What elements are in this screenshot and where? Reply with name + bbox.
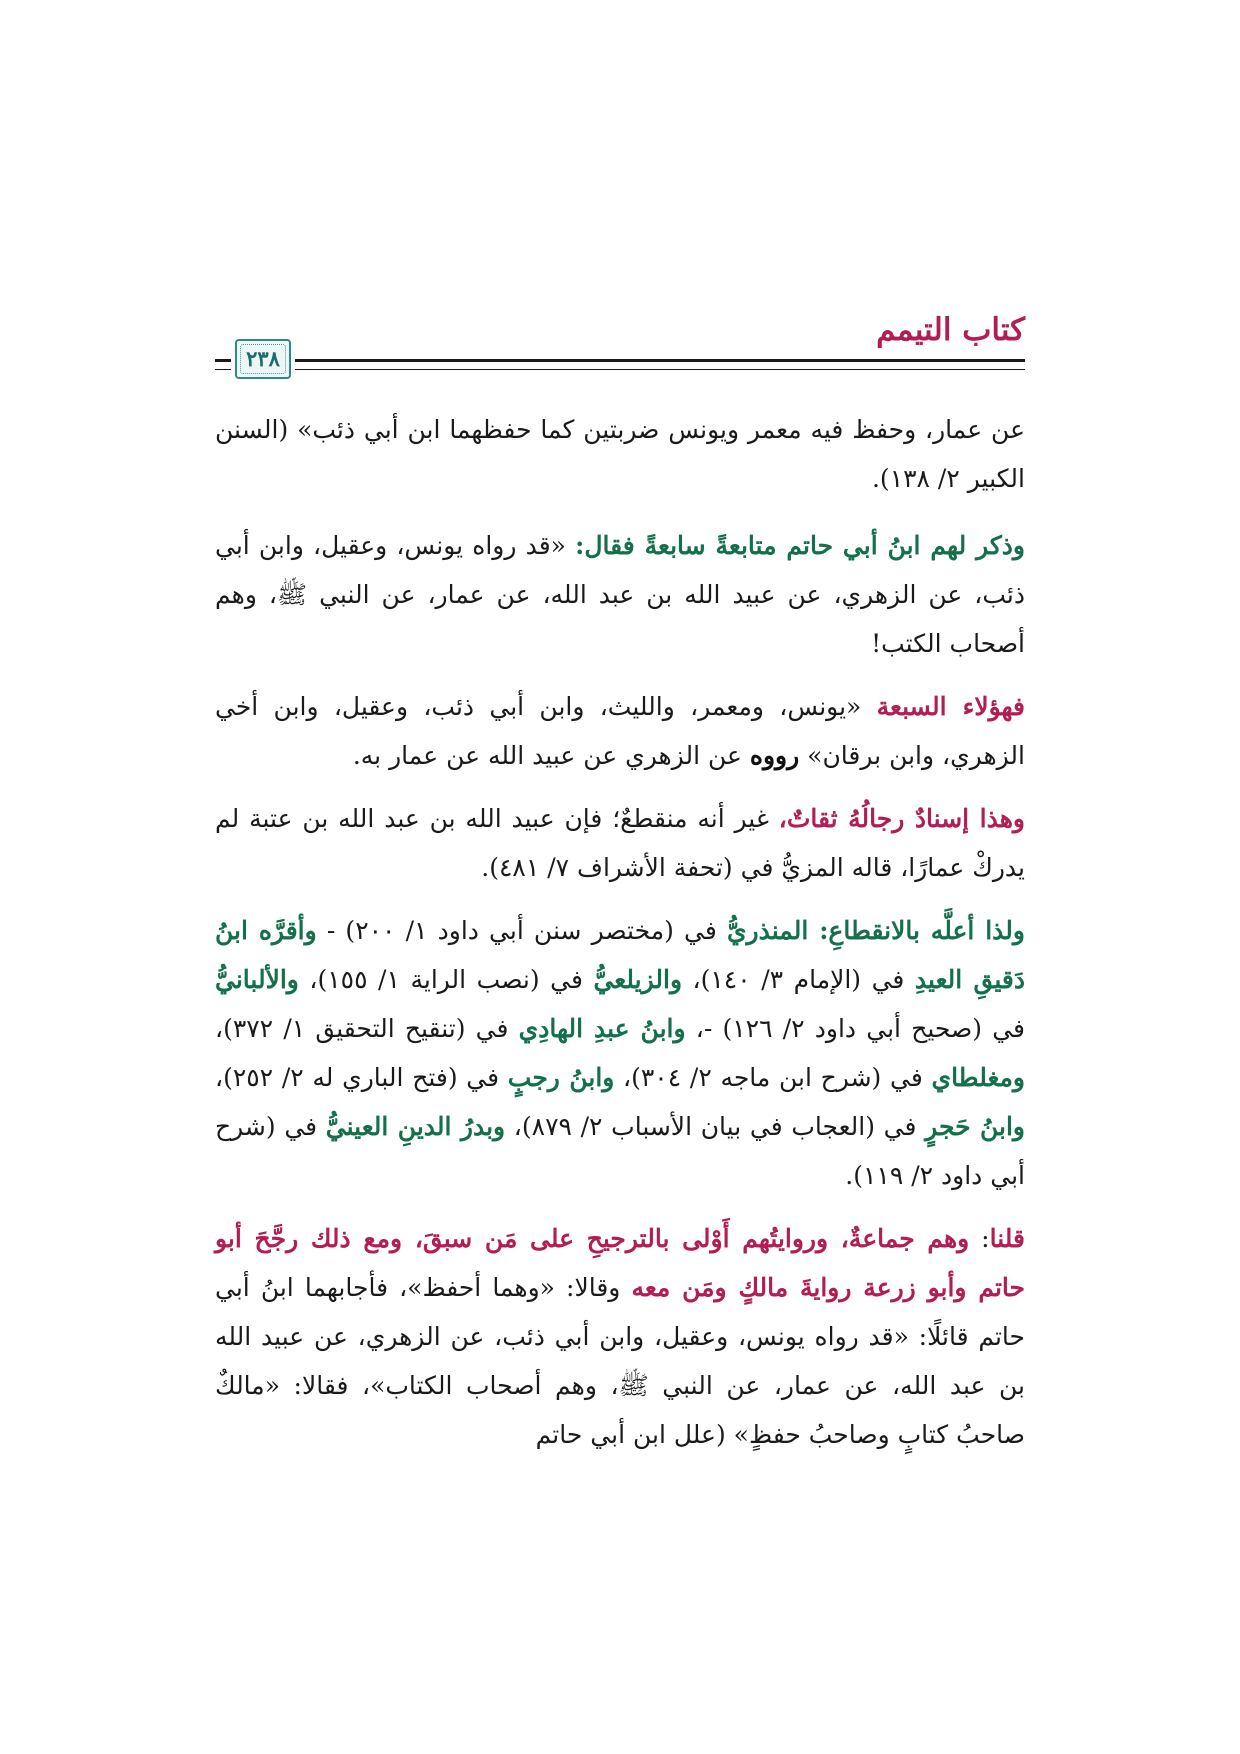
book-title: كتاب التيمم <box>876 312 1025 348</box>
highlighted-text-run: رووه <box>749 741 800 770</box>
body-paragraph <box>215 405 1025 503</box>
page-header <box>215 305 1025 380</box>
text-run: عن عمار، وحفظ فيه معمر ويونس ضربتين كما حفظهما ابن أبي ذئب» (السنن الكبير ٢/ ١٣٨). <box>215 415 1025 493</box>
header-rule <box>215 369 231 370</box>
text-run: في (الإمام ٣/ ١٤٠)، <box>682 965 915 994</box>
text-run: : <box>969 1224 990 1253</box>
text-run: في (شرح ابن ماجه ٢/ ٣٠٤)، <box>614 1063 932 1092</box>
text-run: «قد رواه يونس، وعقيل، وابن أبي ذئب، عن الزهري، عن عبيد الله بن عبد الله، عن عمار، عن النبي ﷺ، وهم أصحاب الكتب! <box>215 531 1025 658</box>
header-rule <box>295 359 1025 362</box>
highlighted-text-run: وذكر لهم ابنُ أبي حاتم متابعةً سابعةً فقال: <box>575 531 1025 560</box>
body-paragraph <box>215 1214 1025 1459</box>
highlighted-text-run: ومغلطاي <box>931 1063 1025 1092</box>
body-paragraph <box>215 794 1025 892</box>
highlighted-text-run: والزيلعيُّ <box>593 965 683 994</box>
header-rule <box>215 359 231 362</box>
text-run: غير أنه منقطعٌ؛ فإن عبيد الله بن عبد الله بن عتبة لم يدركْ عمارًا، قاله المزيُّ في (تحفة الأشراف ٧/ ٤٨١). <box>215 804 1025 882</box>
highlighted-text-run: والألبانيُّ <box>215 965 299 994</box>
highlighted-text-run: وأقرَّه ابنُ دَقيقِ العيدِ <box>215 916 1025 994</box>
highlighted-text-run: وابنُ حَجرٍ <box>925 1112 1025 1141</box>
text-run: في (فتح الباري له ٢/ ٢٥٢)، <box>215 1063 508 1092</box>
text-run: في (صحيح أبي داود ٢/ ١٢٦) -، <box>685 1014 1025 1043</box>
text-run: في (العجاب في بيان الأسباب ٢/ ٨٧٩)، <box>505 1112 926 1141</box>
highlighted-text-run: وبدرُ الدينِ العينيُّ <box>325 1112 506 1141</box>
header-rule <box>295 369 1025 370</box>
text-run: في (نصب الراية ١/ ١٥٥)، <box>298 965 594 994</box>
highlighted-text-run: ولذا أعلَّه بالانقطاعِ: المنذريُّ <box>726 916 1025 945</box>
highlighted-text-run: فهؤلاء السبعة <box>876 692 1025 721</box>
highlighted-text-run: وهذا إسنادٌ رجالُهُ ثقاتٌ، <box>778 804 1026 833</box>
text-run: وقالا: «وهما أحفظ»، فأجابهما ابنُ أبي حاتم قائلًا: «قد رواه يونس، وعقيل، وابن أبي ذئب، عن الزهري، عن عبيد الله بن عبد الله، عن عمار، عن النبي ﷺ، وهم أصحاب الكتاب»، فقالا: «مالكٌ صاحبُ كتابٍ وصاحبُ حفظٍ» (علل ابن أبي حاتم <box>215 1273 1025 1449</box>
text-run: في (تنقيح التحقيق ١/ ٣٧٢)، <box>215 1014 519 1043</box>
text-run: في (مختصر سنن أبي داود ١/ ٢٠٠) - <box>316 916 727 945</box>
highlighted-text-run: وهم جماعةٌ، وروايتُهم أَوْلى بالترجيحِ على مَن سبقَ، ومع ذلك رجَّحَ أبو حاتم وأبو زرعة روايةَ مالكٍ ومَن معه <box>215 1224 1025 1302</box>
page-body <box>215 405 1025 1473</box>
highlighted-text-run: وابنُ عبدِ الهادِي <box>518 1014 686 1043</box>
body-paragraph <box>215 521 1025 668</box>
body-paragraph <box>215 906 1025 1200</box>
text-run: عن الزهري عن عبيد الله عن عمار به. <box>352 741 750 770</box>
text-run: «يونس، ومعمر، والليث، وابن أبي ذئب، وعقيل، وابن أخي الزهري، وابن برقان» <box>215 692 1025 770</box>
highlighted-text-run: قلنا <box>989 1224 1025 1253</box>
text-run: في (شرح أبي داود ٢/ ١١٩). <box>215 1112 1025 1190</box>
highlighted-text-run: وابنُ رجبٍ <box>507 1063 615 1092</box>
body-paragraph <box>215 682 1025 780</box>
page-number: ٢٣٨ <box>246 346 280 371</box>
page-number-badge <box>235 339 291 379</box>
